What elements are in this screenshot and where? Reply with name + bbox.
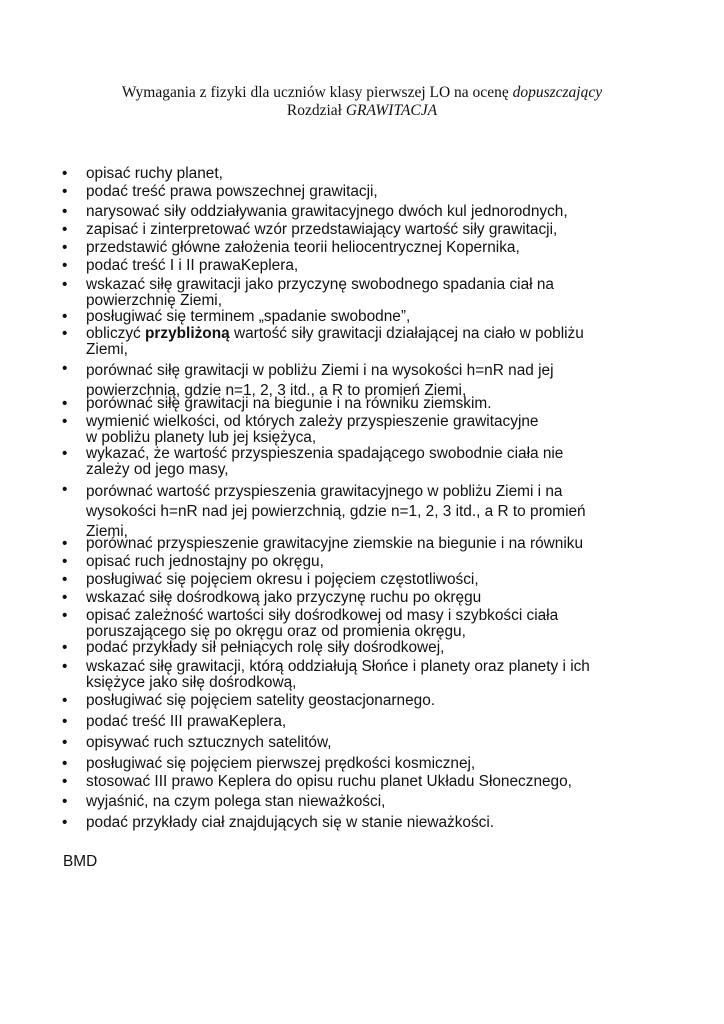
list-item-line: wymienić wielkości, od których zależy przyspieszenie grawitacyjne xyxy=(86,413,539,430)
list-item-line: porównać wartość przyspieszenia grawitacyjnego w pobliżu Ziemi i na xyxy=(86,483,563,500)
bullet-icon: • xyxy=(62,755,68,772)
list-item-line: opisać zależność wartości siły dośrodkowej od masy i szybkości ciała xyxy=(86,607,559,624)
bullet-icon: • xyxy=(62,553,68,570)
list-item-line: wskazać siłę dośrodkową jako przyczynę ruchu po okręgu xyxy=(86,589,482,606)
list-item-text xyxy=(86,184,666,200)
bullet-icon: • xyxy=(62,413,68,430)
bullet-icon: • xyxy=(62,325,68,342)
list-item-line: zależy od jego masy, xyxy=(86,461,229,478)
list-item-line: posługiwać się pojęciem pierwszej prędkości kosmicznej, xyxy=(86,755,476,772)
list-item-line: porównać przyspieszenie grawitacyjne ziemskie na biegunie i na równiku xyxy=(86,535,584,552)
bullet-icon: • xyxy=(62,589,68,606)
list-item-text xyxy=(86,572,666,588)
bullet-icon: • xyxy=(62,395,68,412)
title-text: Wymagania z fizyki dla uczniów klasy pierwszej LO na ocenę xyxy=(121,84,513,101)
bullet-icon: • xyxy=(62,658,68,675)
bullet-icon: • xyxy=(62,607,68,624)
list-item-text xyxy=(86,536,666,552)
list-item-line: posługiwać się pojęciem okresu i pojęciem częstotliwości, xyxy=(86,571,479,588)
list-item-text xyxy=(86,166,666,182)
line-text: wartość siły grawitacji działającej na ciało w pobliżu xyxy=(229,325,584,342)
list-item-line: Ziemi, xyxy=(86,341,128,358)
emphasis-text: przybliżoną xyxy=(145,325,230,342)
bullet-icon: • xyxy=(62,734,68,751)
list-item-text xyxy=(86,277,666,309)
list-item-text xyxy=(86,756,666,772)
bullet-icon: • xyxy=(62,445,68,462)
list-item-line: porównać siłę grawitacji w pobliżu Ziemi i na wysokości h=nR nad jej xyxy=(86,362,554,379)
list-item-line: Ziemi, xyxy=(86,523,128,540)
chapter-title xyxy=(0,102,724,120)
list-item-text xyxy=(86,640,666,656)
list-item-line: poruszającego się po okręgu oraz od promienia okręgu, xyxy=(86,623,466,640)
list-item-line: księżyce jako siłę dośrodkową, xyxy=(86,674,297,691)
list-item-text xyxy=(86,815,666,831)
list-item-text xyxy=(86,794,666,810)
list-item-line: opisać ruchy planet, xyxy=(86,165,223,182)
bullet-icon: • xyxy=(62,814,68,831)
bullet-icon: • xyxy=(62,793,68,810)
list-item-line: posługiwać się pojęciem satelity geostacjonarnego. xyxy=(86,692,436,709)
list-item-text xyxy=(86,735,666,751)
document-title xyxy=(0,84,724,102)
list-item-line: podać przykłady ciał znajdujących się w stanie nieważkości. xyxy=(86,814,495,831)
bullet-icon: • xyxy=(62,535,68,552)
list-item-text xyxy=(86,396,666,412)
list-item-line: podać przykłady sił pełniących rolę siły dośrodkowej, xyxy=(86,639,445,656)
list-item-line: wyjaśnić, na czym polega stan nieważkości, xyxy=(86,793,386,810)
list-item-text xyxy=(86,446,666,478)
list-item-line: przedstawić główne założenia teorii heliocentrycznej Kopernika, xyxy=(86,239,520,256)
list-item-text xyxy=(86,714,666,730)
bullet-icon: • xyxy=(62,276,68,293)
bullet-icon: • xyxy=(62,239,68,256)
list-item-line: powierzchnię Ziemi, xyxy=(86,292,222,309)
bullet-icon: • xyxy=(62,257,68,274)
list-item-text xyxy=(86,554,666,570)
bullet-icon: • xyxy=(62,203,68,220)
bullet-icon: • xyxy=(62,773,68,790)
bullet-icon: • xyxy=(62,165,68,182)
list-item-text xyxy=(86,590,666,606)
list-item-line: w pobliżu planety lub jej księżyca, xyxy=(86,429,317,446)
list-item-text xyxy=(86,258,666,274)
list-item-line: wskazać siłę grawitacji, którą oddziałują Słońce i planety oraz planety i ich xyxy=(86,658,590,675)
list-item-line: wysokości h=nR nad jej powierzchnią, gdzie n=1, 2, 3 itd., a R to promień xyxy=(86,503,586,520)
bullet-icon: • xyxy=(62,360,68,377)
bullet-icon: • xyxy=(62,713,68,730)
bullet-icon: • xyxy=(62,221,68,238)
bullet-icon: • xyxy=(62,183,68,200)
list-item-line: wykazać, że wartość przyspieszenia spadającego swobodnie ciała nie xyxy=(86,445,564,462)
list-item-text xyxy=(86,482,666,542)
list-item-text xyxy=(86,204,666,220)
list-item-line xyxy=(86,326,666,342)
list-item-line: podać treść I i II prawaKeplera, xyxy=(86,257,299,274)
list-item-line: wskazać siłę grawitacji jako przyczynę swobodnego spadania ciał na xyxy=(86,276,554,293)
list-item-line: opisywać ruch sztucznych satelitów, xyxy=(86,734,332,751)
chapter-label: Rozdział xyxy=(286,102,346,119)
bullet-icon: • xyxy=(62,639,68,656)
bullet-icon: • xyxy=(62,308,68,325)
list-item-line: narysować siły oddziaływania grawitacyjnego dwóch kul jednorodnych, xyxy=(86,203,568,220)
list-item-line: opisać ruch jednostajny po okręgu, xyxy=(86,553,324,570)
list-item-line: podać treść III prawaKeplera, xyxy=(86,713,287,730)
list-item-text xyxy=(86,659,666,691)
footer-initials: BMD xyxy=(63,853,98,870)
list-item-line: porównać siłę grawitacji na biegunie i na równiku ziemskim. xyxy=(86,395,492,412)
list-item-text xyxy=(86,309,666,325)
bullet-icon: • xyxy=(62,692,68,709)
bullet-icon: • xyxy=(62,481,68,498)
list-item-line: posługiwać się terminem „spadanie swobodne”, xyxy=(86,308,411,325)
list-item-text xyxy=(86,326,666,358)
list-item-text xyxy=(86,240,666,256)
list-item-line: stosować III prawo Keplera do opisu ruchu planet Układu Słonecznego, xyxy=(86,773,572,790)
list-item-line: powierzchnią, gdzie n=1, 2, 3 itd., a R to promień Ziemi, xyxy=(86,382,467,399)
line-text: obliczyć xyxy=(86,325,146,342)
list-item-line: podać treść prawa powszechnej grawitacji, xyxy=(86,183,378,200)
list-item-line: zapisać i zinterpretować wzór przedstawiający wartość siły grawitacji, xyxy=(86,221,558,238)
title-grade: dopuszczający xyxy=(512,84,603,101)
list-item-text xyxy=(86,222,666,238)
list-item-text xyxy=(86,414,666,446)
chapter-name: GRAWITACJA xyxy=(345,102,438,119)
list-item-text xyxy=(86,693,666,709)
bullet-icon: • xyxy=(62,571,68,588)
list-item-text xyxy=(86,608,666,640)
list-item-text xyxy=(86,774,666,790)
